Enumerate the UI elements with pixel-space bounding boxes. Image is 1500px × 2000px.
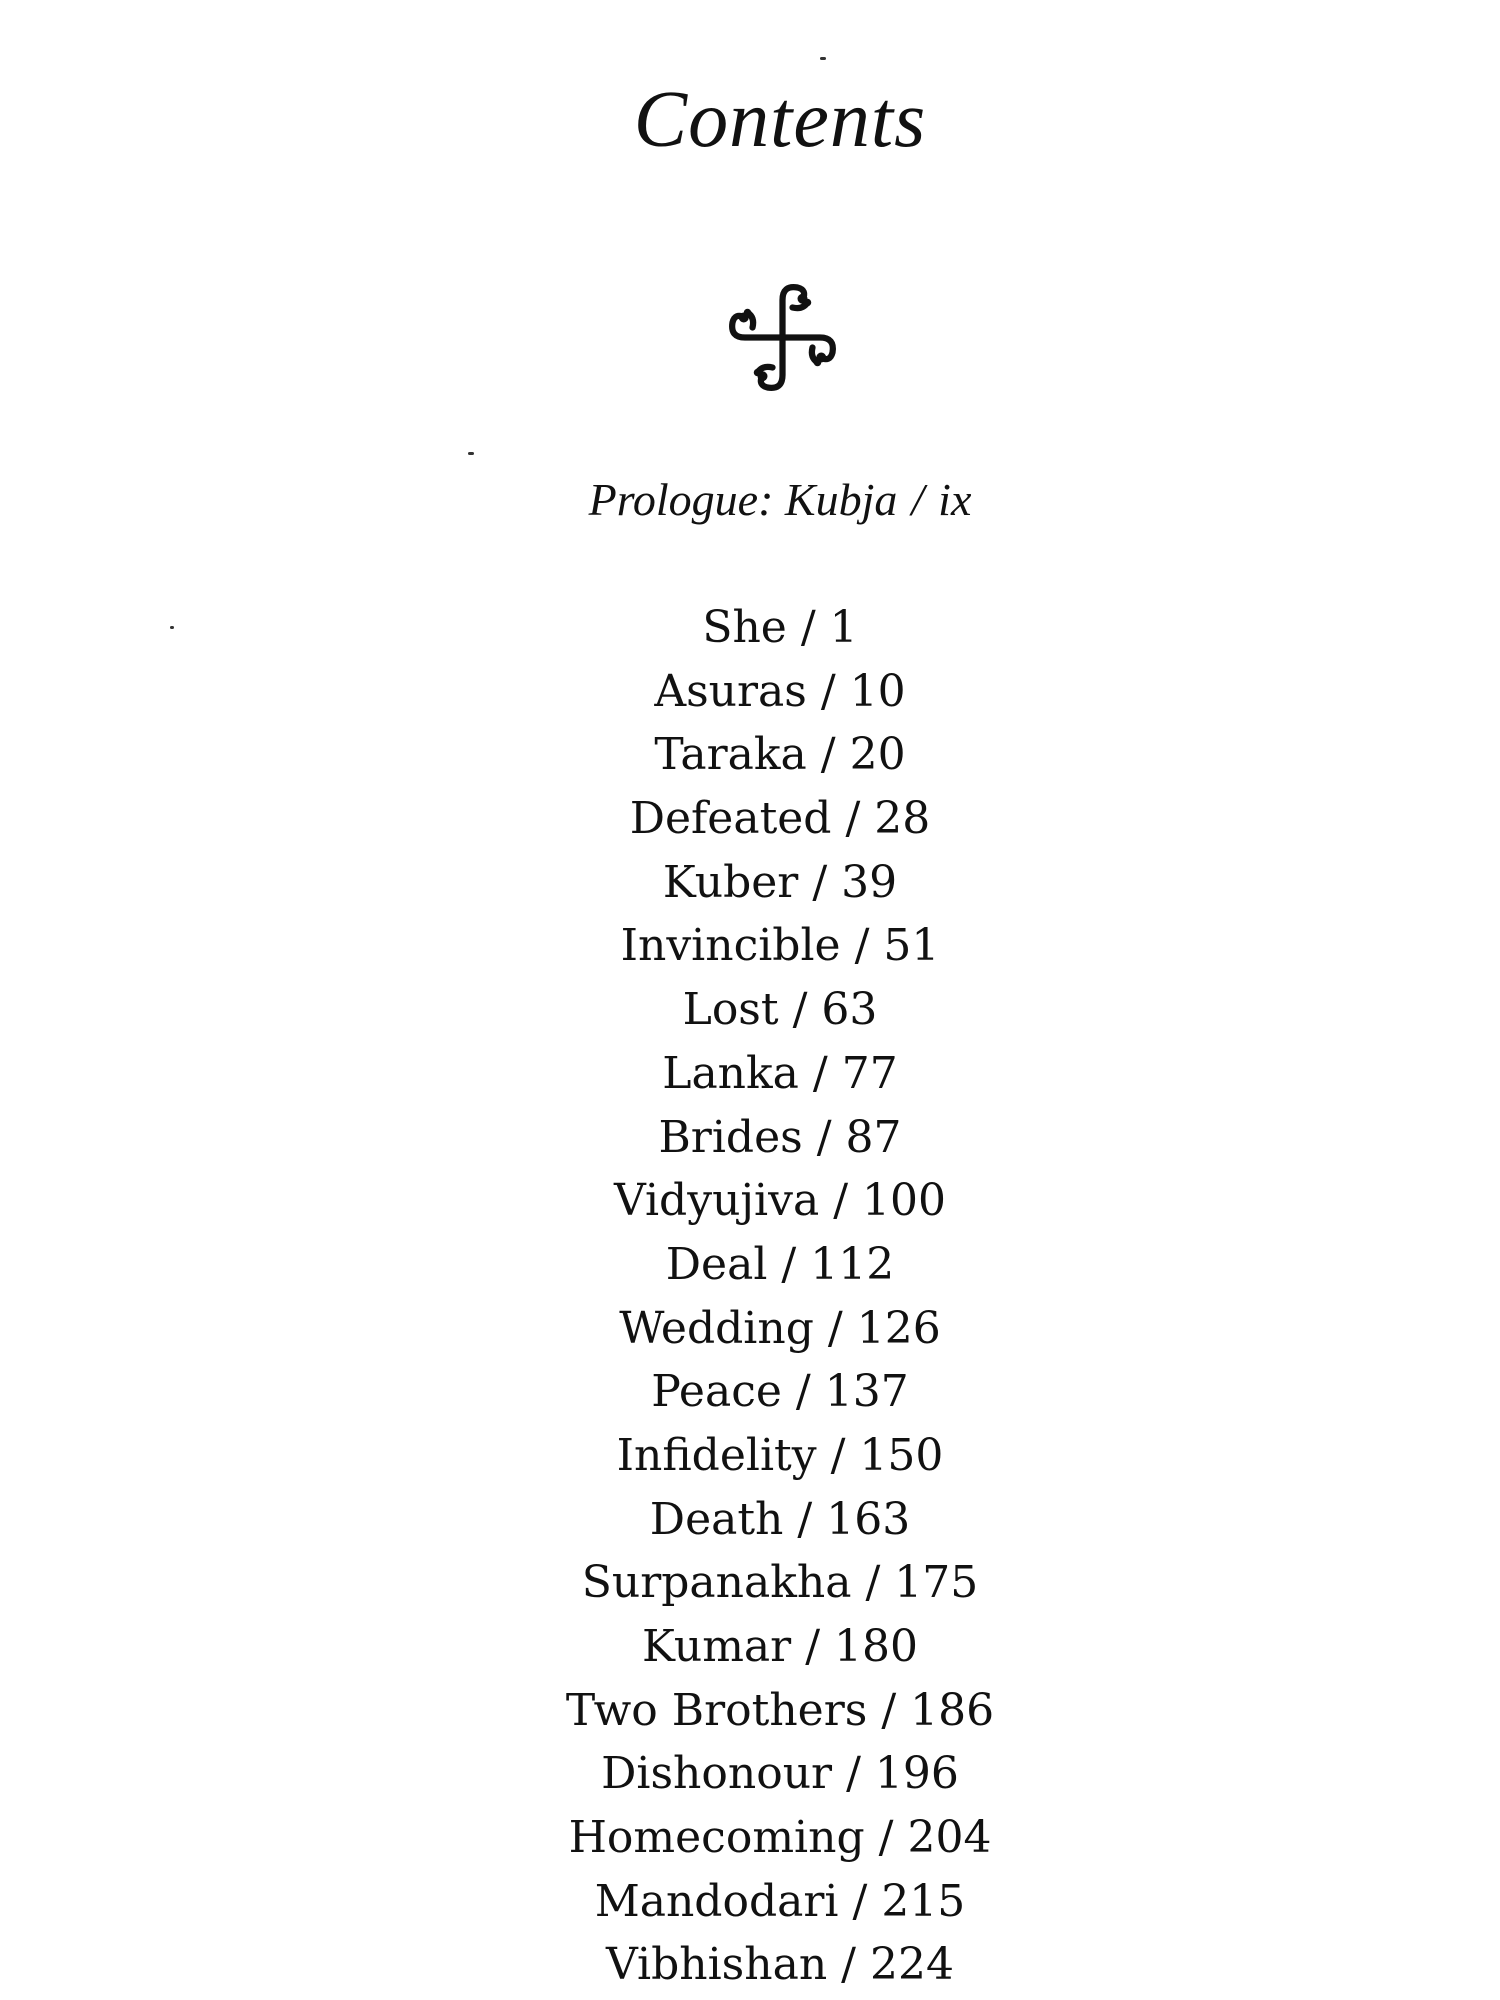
contents-entry: [0, 596, 1500, 660]
chapter-page-number: 63: [821, 984, 878, 1036]
chapter-page-number: 1: [829, 602, 858, 653]
entry-separator: /: [865, 1557, 881, 1609]
entry-separator: /: [833, 1175, 849, 1227]
chapter-title: Surpanakha: [581, 1557, 852, 1609]
chapter-title: Dishonour: [601, 1748, 833, 1800]
contents-entry: [0, 851, 1500, 915]
chapter-page-number: 51: [883, 920, 940, 972]
prologue-page-number: ix: [938, 474, 972, 525]
contents-entry: [0, 1106, 1500, 1170]
entry-separator: /: [820, 665, 836, 717]
contents-entry: [0, 1870, 1500, 1934]
chapter-page-number: 180: [834, 1621, 919, 1672]
chapter-page-number: 87: [845, 1111, 902, 1163]
chapter-page-number: 186: [910, 1684, 995, 1736]
entry-separator: /: [881, 1684, 897, 1736]
chapter-page-number: 126: [856, 1302, 941, 1354]
contents-entry: [0, 1297, 1500, 1361]
chapter-title: Kuber: [662, 856, 799, 908]
swirl-ornament-icon: [720, 275, 845, 400]
prologue-separator: /: [911, 474, 925, 525]
contents-entry: [0, 1806, 1500, 1870]
entry-separator: /: [830, 1429, 846, 1481]
chapter-page-number: 77: [841, 1047, 898, 1099]
entry-separator: /: [852, 1875, 868, 1927]
entry-separator: /: [820, 729, 836, 781]
contents-entry: [0, 978, 1500, 1042]
contents-entry: [0, 723, 1500, 787]
chapter-page-number: 20: [849, 729, 906, 781]
chapter-page-number: 224: [869, 1939, 954, 1991]
chapter-title: Lost: [682, 984, 779, 1036]
chapter-page-number: 112: [810, 1238, 895, 1290]
chapter-title: Invincible: [620, 920, 841, 972]
contents-entry: [0, 1042, 1500, 1106]
contents-entry: [0, 1615, 1500, 1679]
chapter-title: Defeated: [629, 793, 832, 845]
ink-speck: [468, 452, 474, 455]
chapter-title: Two Brothers: [565, 1684, 868, 1736]
contents-entry: [0, 914, 1500, 978]
contents-entry: [0, 660, 1500, 724]
contents-entry: [0, 1742, 1500, 1806]
entry-separator: /: [805, 1621, 821, 1672]
chapter-title: Death: [649, 1493, 784, 1545]
ink-speck: [820, 57, 826, 60]
chapter-title: Vibhishan: [606, 1939, 828, 1991]
contents-entry: [0, 1488, 1500, 1552]
contents-entry: [0, 1424, 1500, 1488]
entry-separator: /: [792, 984, 808, 1036]
prologue-label: Prologue: Kubja: [588, 474, 898, 525]
page-title: Contents: [633, 76, 927, 164]
chapter-title: Lanka: [662, 1047, 799, 1099]
chapter-title: Brides: [658, 1111, 803, 1163]
chapter-page-number: 100: [862, 1175, 947, 1227]
chapter-title: Deal: [665, 1238, 768, 1290]
entry-separator: /: [878, 1812, 894, 1864]
chapter-page-number: 215: [881, 1875, 966, 1927]
prologue-entry: [0, 470, 1500, 530]
chapter-page-number: 175: [894, 1557, 979, 1609]
entry-separator: /: [845, 793, 861, 845]
chapter-page-number: 150: [859, 1429, 944, 1481]
contents-entry: [0, 787, 1500, 851]
entry-separator: /: [797, 1493, 813, 1545]
entry-separator: /: [841, 1939, 856, 1991]
contents-entry: [0, 1360, 1500, 1424]
chapter-title: Kumar: [641, 1621, 792, 1672]
contents-entry: [0, 1169, 1500, 1233]
entry-separator: /: [812, 856, 828, 908]
contents-entry: [0, 1933, 1500, 1997]
entry-separator: /: [795, 1366, 811, 1418]
chapter-page-number: 204: [907, 1812, 992, 1864]
entry-separator: /: [827, 1302, 843, 1354]
chapter-title: Peace: [651, 1366, 782, 1418]
chapter-title: Vidyujiva: [613, 1175, 820, 1227]
entry-separator: /: [781, 1238, 797, 1290]
entry-separator: /: [846, 1748, 861, 1800]
chapter-title: She: [702, 602, 787, 653]
chapter-page-number: 196: [874, 1748, 959, 1800]
chapter-title: Asuras: [654, 665, 807, 717]
chapter-title: Wedding: [619, 1302, 814, 1354]
entry-separator: /: [812, 1047, 828, 1099]
chapter-page-number: 163: [826, 1493, 911, 1545]
chapter-page-number: 10: [849, 665, 906, 717]
entry-separator: /: [854, 920, 870, 972]
chapter-page-number: 28: [874, 793, 931, 845]
chapter-title: Homecoming: [568, 1812, 865, 1864]
chapter-title: Infidelity: [616, 1429, 817, 1481]
contents-entry: [0, 1551, 1500, 1615]
entry-separator: /: [800, 602, 816, 653]
chapter-page-number: 137: [824, 1366, 909, 1418]
chapter-page-number: 39: [841, 856, 898, 908]
chapter-title: Mandodari: [594, 1875, 839, 1927]
chapter-title: Taraka: [654, 729, 807, 781]
contents-entry: [0, 1233, 1500, 1297]
contents-list: [0, 596, 1500, 1997]
entry-separator: /: [816, 1111, 832, 1163]
contents-entry: [0, 1679, 1500, 1743]
